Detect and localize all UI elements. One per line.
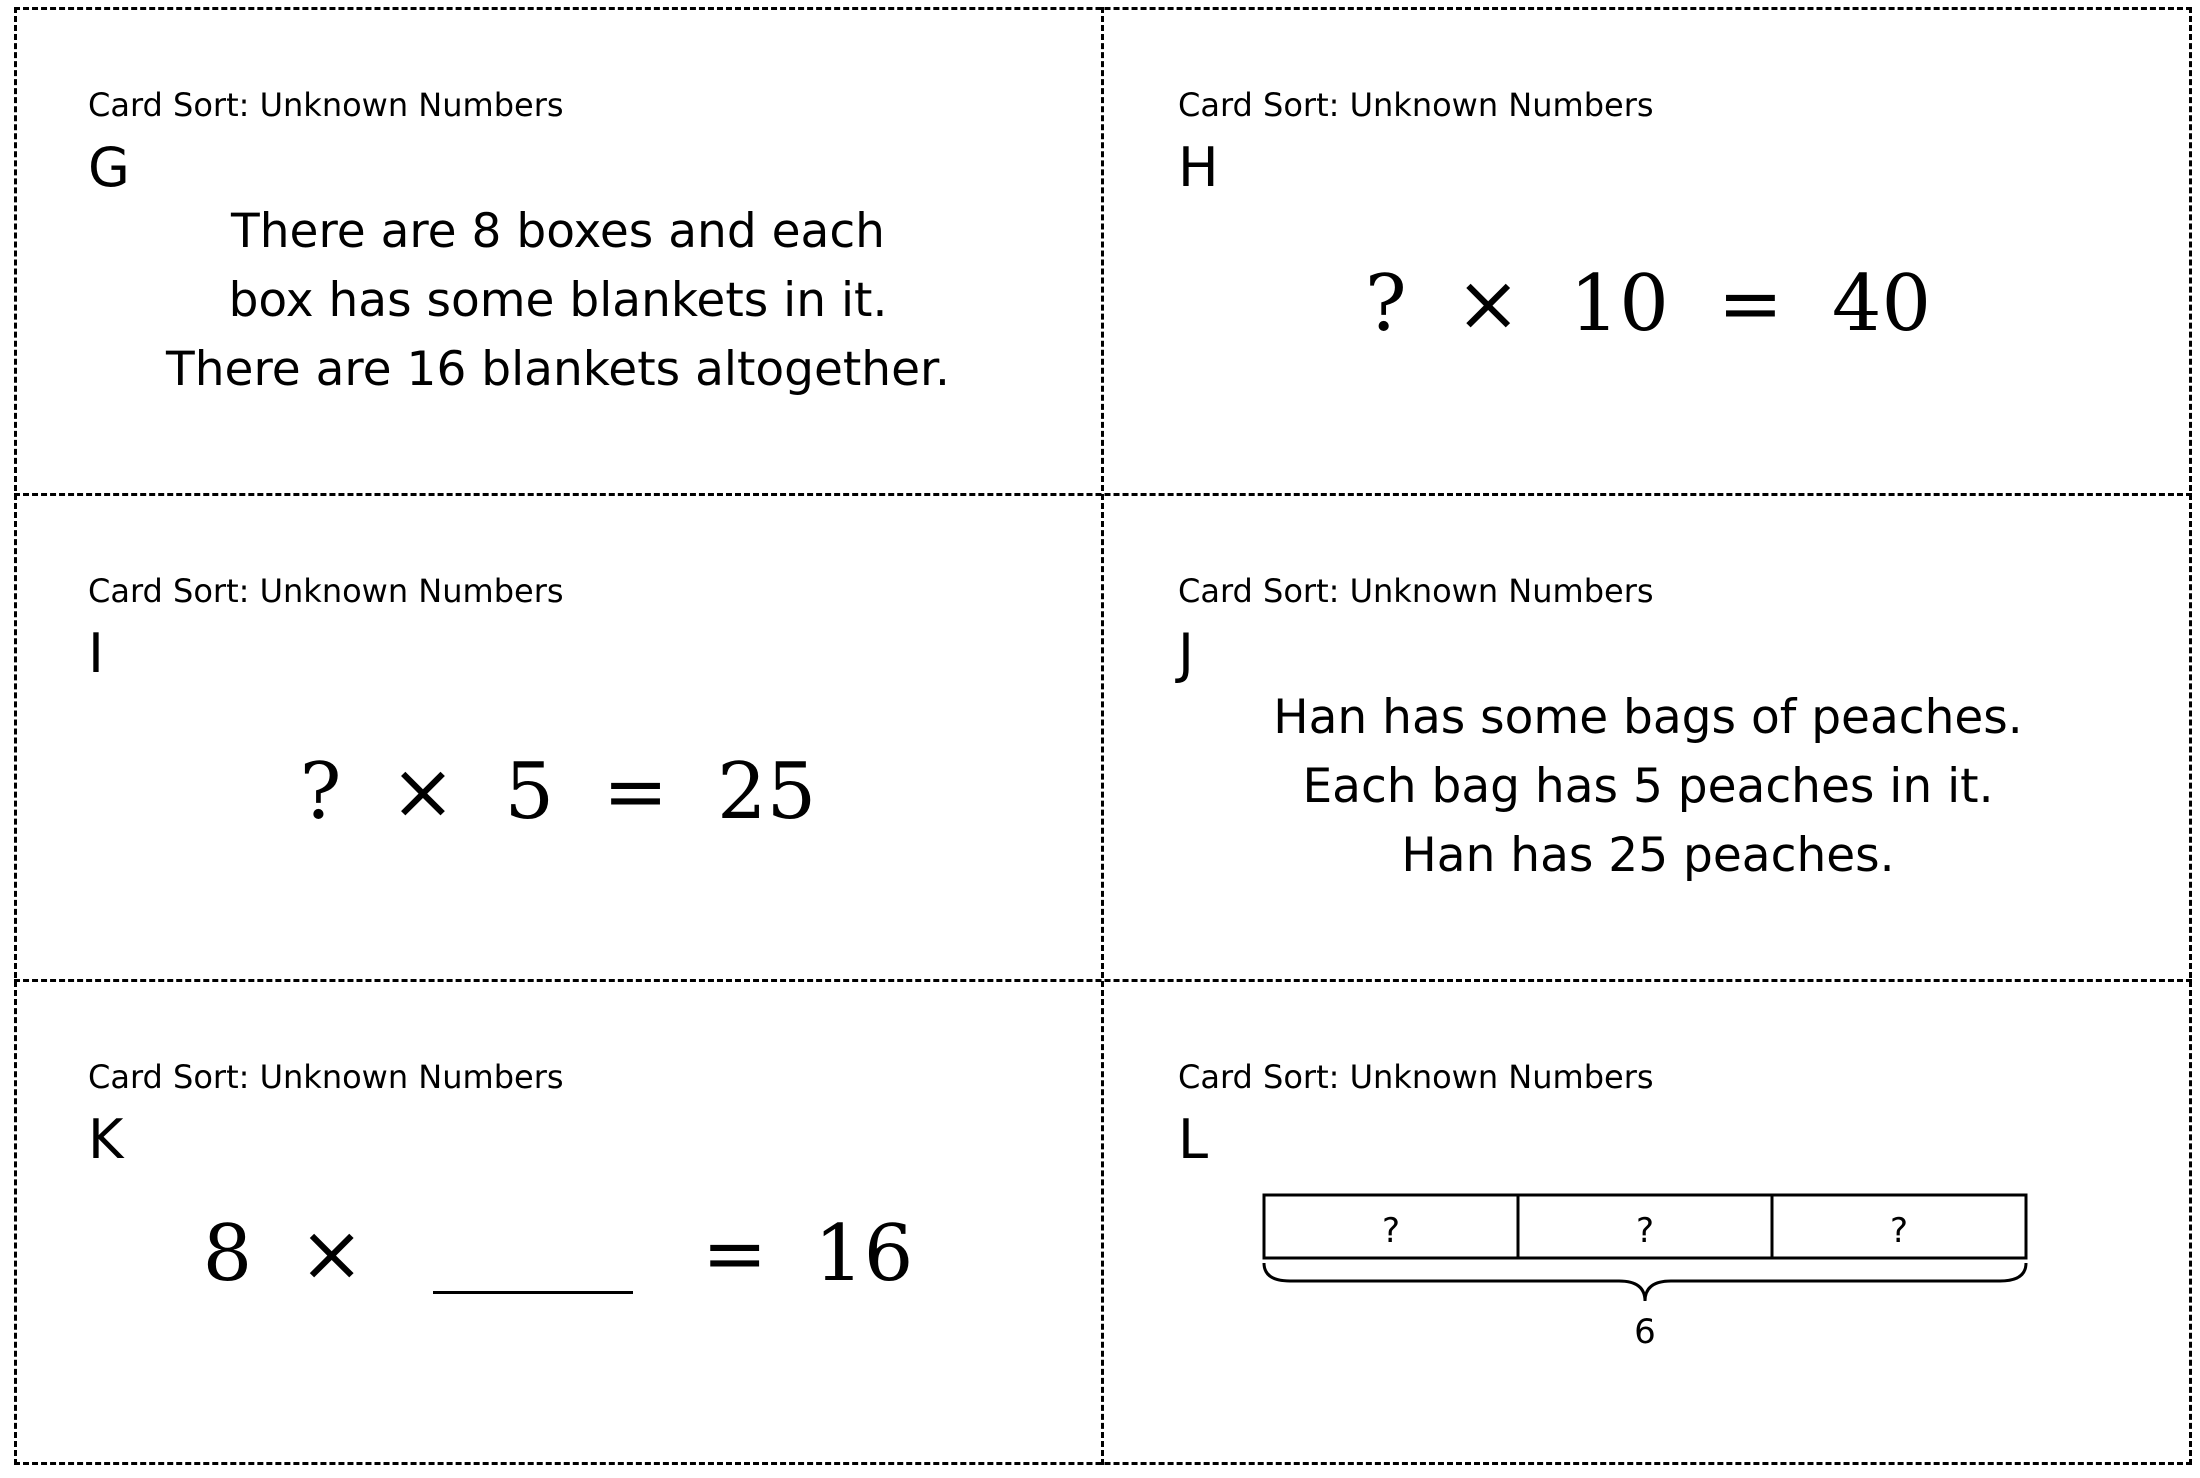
- card-i: [14, 493, 1102, 979]
- card-letter: K: [88, 1108, 124, 1171]
- total-brace: [1264, 1263, 2026, 1301]
- problem-line: box has some blankets in it.: [228, 273, 888, 328]
- card-letter: J: [1178, 622, 1194, 685]
- blank-answer-line: [433, 1231, 633, 1294]
- card-title: Card Sort: Unknown Numbers: [88, 572, 564, 610]
- equals-sign: =: [701, 1209, 768, 1299]
- card-letter: H: [1178, 136, 1219, 199]
- word-problem: [1104, 683, 2192, 890]
- card-k: [14, 979, 1102, 1465]
- card-h: [1104, 7, 2192, 493]
- card-j: [1104, 493, 2192, 979]
- tape-segment-label: ?: [1635, 1211, 1655, 1251]
- factor: 10: [1569, 259, 1669, 349]
- card-letter: G: [88, 136, 130, 199]
- unknown-factor: ?: [299, 747, 342, 837]
- times-sign: ×: [299, 1209, 365, 1299]
- card-title: Card Sort: Unknown Numbers: [1178, 572, 1654, 610]
- equals-sign: =: [1717, 259, 1784, 349]
- equation: [1104, 259, 2192, 349]
- equation: [14, 747, 1102, 837]
- problem-line: Each bag has 5 peaches in it.: [1302, 759, 1994, 814]
- word-problem: [14, 197, 1102, 404]
- equals-sign: =: [602, 747, 669, 837]
- card-title: Card Sort: Unknown Numbers: [88, 86, 564, 124]
- card-letter: I: [88, 622, 104, 685]
- unknown-factor: ?: [1364, 259, 1407, 349]
- problem-line: Han has 25 peaches.: [1401, 828, 1895, 883]
- tape-segment-label: ?: [1889, 1211, 1909, 1251]
- product: 16: [814, 1209, 914, 1299]
- card-g: [14, 7, 1102, 493]
- card-title: Card Sort: Unknown Numbers: [88, 1058, 564, 1096]
- factor: 5: [504, 747, 555, 837]
- equation: [14, 1209, 1102, 1299]
- card-l: [1104, 979, 2192, 1465]
- total-label: 6: [1634, 1312, 1656, 1352]
- times-sign: ×: [1455, 259, 1521, 349]
- product: 40: [1831, 259, 1932, 349]
- card-title: Card Sort: Unknown Numbers: [1178, 86, 1654, 124]
- tape-diagram: [1104, 979, 2192, 1465]
- problem-line: Han has some bags of peaches.: [1273, 690, 2023, 745]
- times-sign: ×: [390, 747, 456, 837]
- card-title: Card Sort: Unknown Numbers: [1178, 1058, 1654, 1096]
- tape-segment-label: ?: [1381, 1211, 1401, 1251]
- card-letter: L: [1178, 1108, 1209, 1171]
- problem-line: There are 16 blankets altogether.: [166, 342, 950, 397]
- factor: 8: [202, 1209, 253, 1299]
- product: 25: [717, 747, 817, 837]
- problem-line: There are 8 boxes and each: [231, 204, 885, 259]
